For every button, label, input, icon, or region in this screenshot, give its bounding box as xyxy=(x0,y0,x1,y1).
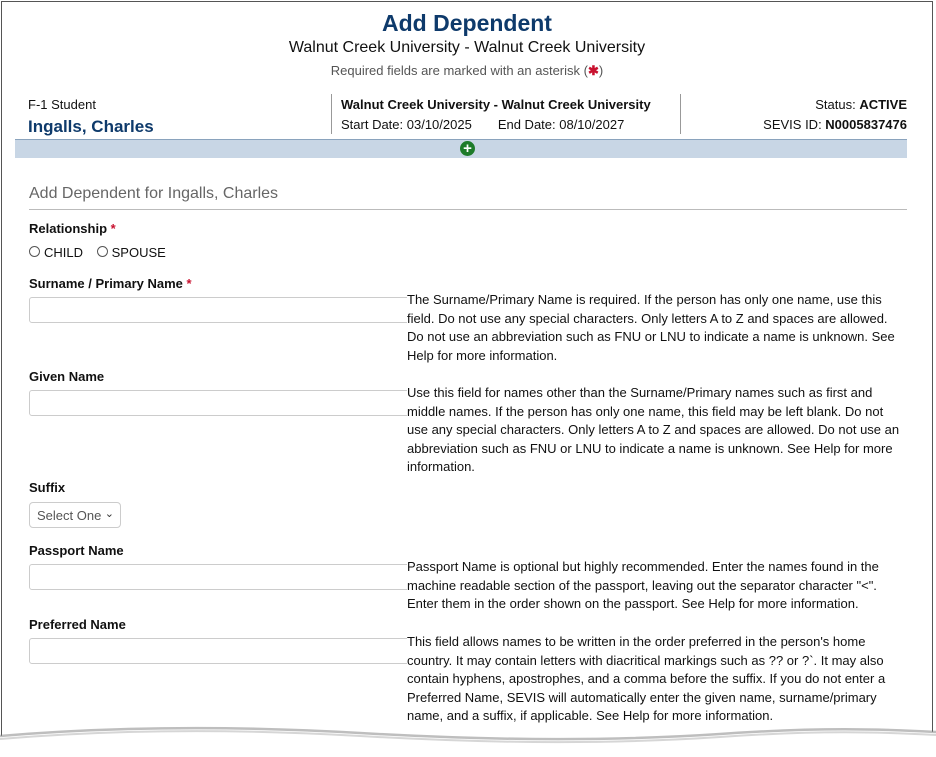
relationship-label-text: Relationship xyxy=(29,221,108,236)
required-note-close: ) xyxy=(598,63,604,78)
plus-circle-icon[interactable]: + xyxy=(460,141,475,156)
status-row xyxy=(763,97,907,112)
sevis-id: N0005837476 xyxy=(825,117,907,132)
suffix-label: Suffix xyxy=(29,480,66,495)
page-frame xyxy=(1,1,933,755)
radio-spouse[interactable] xyxy=(97,246,108,257)
chevron-down-icon: ⌄ xyxy=(104,508,114,520)
program-dates xyxy=(341,117,680,132)
relationship-child-option[interactable] xyxy=(29,245,83,260)
student-info-panel xyxy=(15,94,907,138)
preferred-name-help-text: This field allows names to be written in the order preferred in the person's home country. It may contain letters with diacritical markings such as ?? or ?`. It may also contain hyphens, apostrophes, and a comma before the suffix. If you do not enter a Preferred Name, SEVIS will automatically enter the given name, surname/primary name, and a suffix, if applicable. See Help for more information. xyxy=(407,633,907,726)
student-type: F-1 Student xyxy=(28,97,96,112)
relationship-spouse-option[interactable] xyxy=(97,245,166,260)
section-title: Add Dependent for Ingalls, Charles xyxy=(29,185,907,210)
required-mark: * xyxy=(186,276,192,291)
preferred-name-label: Preferred Name xyxy=(29,617,126,632)
passport-name-help-text: Passport Name is optional but highly recommended. Enter the names found in the machine readable section of the passport, leaving out the separator character "<". Enter them in the order shown on the passport. See Help for more information. xyxy=(407,558,907,614)
radio-child[interactable] xyxy=(29,246,40,257)
required-mark: * xyxy=(110,221,116,236)
sevis-label: SEVIS ID: xyxy=(763,117,826,132)
student-identity xyxy=(28,97,154,137)
student-name: Ingalls, Charles xyxy=(28,117,154,136)
start-date: Start Date: 03/10/2025 xyxy=(341,117,472,132)
relationship-label xyxy=(29,221,116,236)
sevis-row xyxy=(763,117,907,132)
surname-label xyxy=(29,276,192,291)
suffix-select[interactable] xyxy=(29,502,121,528)
given-name-help-text: Use this field for names other than the Surname/Primary names such as first and middle names. If the person has only one name, this field may be left blank. Do not use any special characters. Only letters A to Z and spaces are allowed. Do not use an abbreviation such as FNU or LNU to indicate a name is unknown. See Help for more information. xyxy=(407,384,907,477)
status-value: ACTIVE xyxy=(859,97,907,112)
suffix-selected-value: Select One xyxy=(37,508,102,523)
torn-edge xyxy=(0,722,936,757)
radio-spouse-label: SPOUSE xyxy=(111,245,166,260)
surname-help-text: The Surname/Primary Name is required. If the person has only one name, use this field. Do not use any special characters. Only letters A to Z and spaces are allowed. Do not use an abbreviation such as FNU or LNU to indicate a name is unknown. See Help for more information. xyxy=(407,291,907,365)
surname-label-text: Surname / Primary Name xyxy=(29,276,183,291)
passport-name-label: Passport Name xyxy=(29,543,124,558)
status-info xyxy=(763,97,907,132)
relationship-radio-group xyxy=(29,245,176,260)
end-date: End Date: 08/10/2027 xyxy=(497,117,625,132)
page-title: Add Dependent xyxy=(382,10,552,36)
radio-child-label: CHILD xyxy=(44,245,84,260)
status-label: Status: xyxy=(815,97,860,112)
expand-bar[interactable] xyxy=(15,139,907,158)
program-info xyxy=(331,94,681,134)
required-note xyxy=(2,63,932,79)
page-subtitle: Walnut Creek University - Walnut Creek University xyxy=(288,39,646,56)
school-name: Walnut Creek University - Walnut Creek University xyxy=(341,97,651,112)
asterisk-icon: ✱ xyxy=(587,63,599,78)
given-name-label: Given Name xyxy=(29,369,105,384)
required-note-text: Required fields are marked with an asterisk ( xyxy=(330,63,588,78)
